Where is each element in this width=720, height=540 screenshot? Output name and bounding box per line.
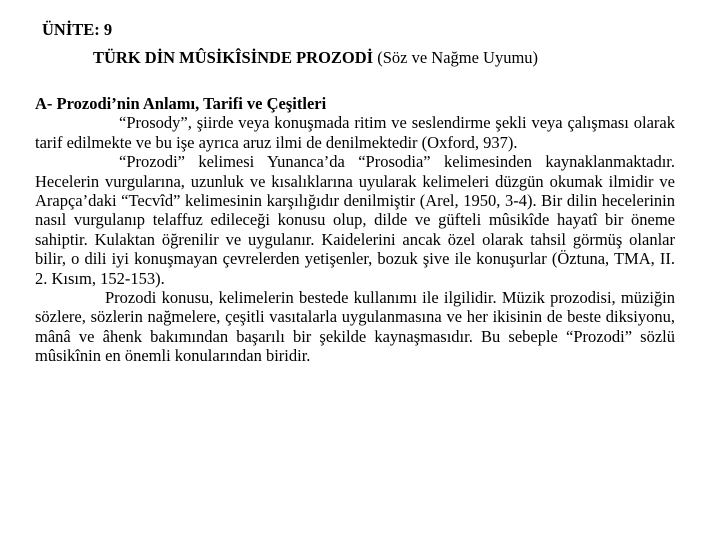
unit-label: ÜNİTE: 9 <box>42 20 113 39</box>
document-body <box>35 94 675 366</box>
paragraph-music-prosody: Prozodi konusu, kelimelerin bestede kullanımı ile ilgilidir. Müzik prozodisi, müziğin sözlere, sözlerin nağmelere, çeşitli vasıtalarla uygulanmasına ve her ikisinin de beste diksiyonu, mânâ ve âhenk bakımından başarılı bir şekilde kaynaşmasıdır. Bu sebeple “Prozodi” sözlü mûsikînin en önemli konularından biridir. <box>35 288 675 366</box>
paragraph-prosody-definition: “Prosody”, şiirde veya konuşmada ritim ve seslendirme şekli veya çalışması olarak tarif edilmekte ve bu işe ayrıca aruz ilmi de denilmektedir (Oxford, 937). <box>35 113 675 152</box>
title-subtitle: (Söz ve Nağme Uyumu) <box>377 48 539 67</box>
section-heading: A- Prozodi’nin Anlamı, Tarifi ve Çeşitleri <box>35 94 327 113</box>
document-title <box>93 48 538 68</box>
paragraph-prozodi-origin: “Prozodi” kelimesi Yunanca’da “Prosodia” kelimesinden kaynaklanmaktadır. Hecelerin vurgularına, uzunluk ve kısalıklarına uyularak kelimeleri düzgün okumak ilmidir ve Arapça’daki “Tecvîd” kelimesinin karşılığıdır denilmiştir (Arel, 1950, 3-4). Bir dilin hecelerinin nasıl vurgulanıp telaffuz edileceği konusu olup, dilde ve güfteli mûsikîde hayatî bir öneme sahiptir. Kulaktan öğrenilir ve uygulanır. Kaidelerini ancak özel olarak tahsil görmüş olanlar bilir, o dili iyi konuşmayan çevrelerden yetişenler, bozuk şive ile konuşurlar (Öztuna, TMA, II. 2. Kısım, 152-153). <box>35 152 675 288</box>
title-main: TÜRK DİN MÛSİKÎSİNDE PROZODİ <box>93 48 374 67</box>
